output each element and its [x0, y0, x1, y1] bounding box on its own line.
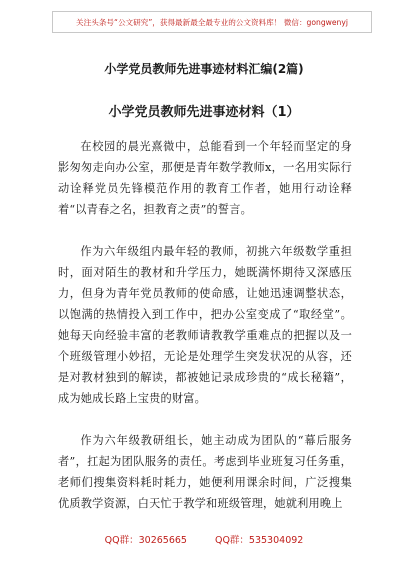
paragraph: 作为六年级教研组长，她主动成为团队的“幕后服务者”，扛起为团队服务的责任。考虑到毕业班复习任务重，老师们搜集资料耗时耗力，她便利用课余时间，广泛搜集优质教学资源，白天忙于教学和班级管理，她就利用晚上 [58, 434, 352, 510]
footer-qq-group-2: QQ群：535304092 [214, 535, 304, 546]
paragraph: 在校园的晨光熹微中，总能看到一个年轻而坚定的身影匆匆走向办公室，那便是青年数学教师x，一名用实际行动诠释党员先锋模范作用的教育工作者，她用行动诠释着“以青春之名，担教育之责”的誓言。 [58, 140, 352, 216]
document-body [58, 136, 352, 535]
footer [0, 532, 408, 546]
paragraph: 作为六年级组内最年轻的教师，初挑六年级数学重担时，面对陌生的教材和升学压力，她既满怀期待又深感压力，但身为青年党员教师的使命感，让她迅速调整状态，以饱满的热情投入到工作中，把办公室变成了“取经堂”。她每天向经验丰富的老教师请教教学重难点的把握以及一个班级管理小妙招，无论是处理学生突发状况的从容，还是对教材独到的解读，都被她记录成珍贵的“成长秘籍”，成为她成长路上宝贵的财富。 [58, 245, 352, 405]
document-title: 小学党员教师先进事迹材料汇编(2篇) [104, 62, 304, 76]
footer-qq-group-1: QQ群：30265665 [104, 535, 187, 546]
section-title: 小学党员教师先进事迹材料（1） [108, 105, 300, 120]
header-banner: 关注头条号“公文研究”，获得最新最全最专业的公文资料库！ 微信：gongwenyj [52, 11, 372, 33]
